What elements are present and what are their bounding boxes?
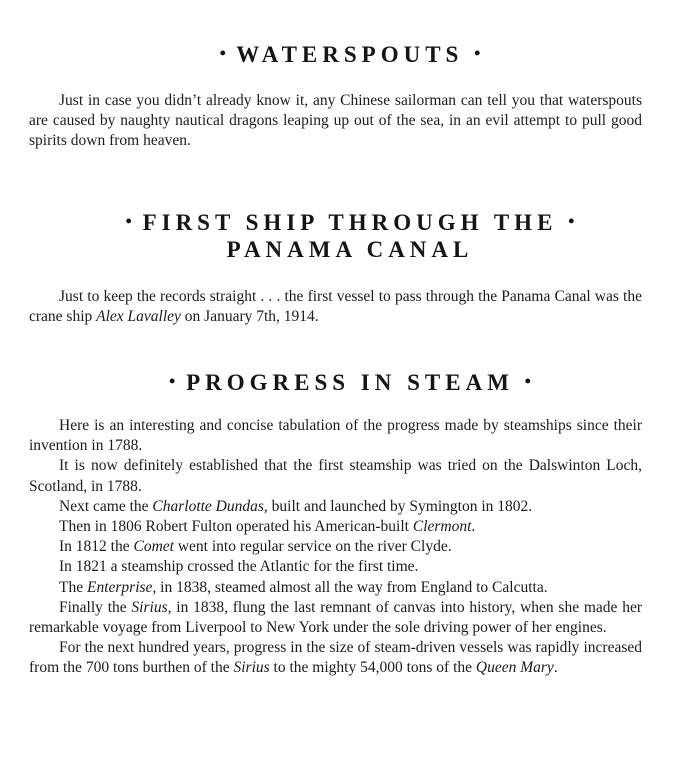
steam-paragraph [29,416,642,456]
heading-line-1 [0,208,700,236]
bullet-ornament: • [524,371,531,391]
heading-waterspouts [0,40,700,68]
paragraph-text [29,287,642,327]
ship-name: Clermont [412,518,472,536]
text-run: The [59,578,87,596]
paragraph-panama [29,287,642,327]
steam-paragraph [29,578,642,598]
text-run: . [471,518,476,536]
text-run: Then in 1806 Robert Fulton operated his American-built [59,518,413,536]
ship-name: Charlotte Dundas, [152,497,268,515]
bullet-ornament: • [219,43,226,63]
heading-text: PROGRESS IN STEAM [186,370,514,395]
text-run: went into regular service on the river Clyde. [173,538,452,556]
text-run: on January 7th, 1914. [180,308,319,326]
heading-progress-in-steam [0,368,700,396]
text-run: in 1838, flung the last remnant of canvas into history, when she made her remarkable voyage from Liverpool to New York under the sole driving power of her engines. [29,598,642,637]
text-run: Finally the [59,598,132,616]
text-run: It is now definitely established that the first steamship was tried on the Dalswinton Loch, Scotland, in 1788. [29,457,642,495]
text-run: to the mighty 54,000 tons of the [269,659,476,677]
text-run: in 1838, steamed almost all the way from England to Calcutta. [156,578,548,596]
paragraph-group-steam [29,416,642,679]
text-run: Here is an interesting and concise tabulation of the progress made by steamships since their invention in 1788. [29,417,642,455]
bullet-ornament: • [169,371,176,391]
steam-paragraph [29,598,642,638]
ship-name: Queen Mary [475,659,554,677]
ship-name: Enterprise, [86,578,157,596]
ship-name: Comet [133,538,174,556]
text-run: Next came the [59,497,153,515]
heading-first-ship [0,208,700,263]
paragraph-waterspouts [29,91,642,152]
paragraph-text: Just in case you didn’t already know it, any Chinese sailorman can tell you that waterspouts are caused by naughty nautical dragons leaping up out of the sea, in an evil attempt to pull good spirits down from heaven. [29,92,642,150]
steam-paragraph [29,517,642,537]
steam-paragraph [29,537,642,557]
bullet-ornament: • [125,211,132,231]
steam-paragraph [29,638,642,678]
steam-paragraph [29,497,642,517]
bullet-ornament: • [568,211,575,231]
steam-paragraph [29,557,642,577]
text-run: Just to keep the records straight . . . the first vessel to pass through the Panama Canal was the crane ship [29,288,642,326]
ship-name: Sirius, [131,598,172,616]
bullet-ornament: • [474,43,481,63]
text-run: built and launched by Symington in 1802. [267,497,533,515]
text-run: In 1821 a steamship crossed the Atlantic for the first time. [59,558,419,576]
text-run: . [553,659,558,677]
ship-name: Sirius [233,659,270,677]
ship-name: Alex Lavalley [96,308,181,326]
heading-text: FIRST SHIP THROUGH THE [142,210,558,235]
heading-line-2: PANAMA CANAL [226,237,474,262]
text-run: For the next hundred years, progress in the size of steam-driven vessels was rapidly increased from the 700 tons burthen of the [29,639,642,677]
text-run: In 1812 the [59,538,134,556]
steam-paragraph [29,456,642,496]
heading-text: WATERSPOUTS [236,42,464,67]
